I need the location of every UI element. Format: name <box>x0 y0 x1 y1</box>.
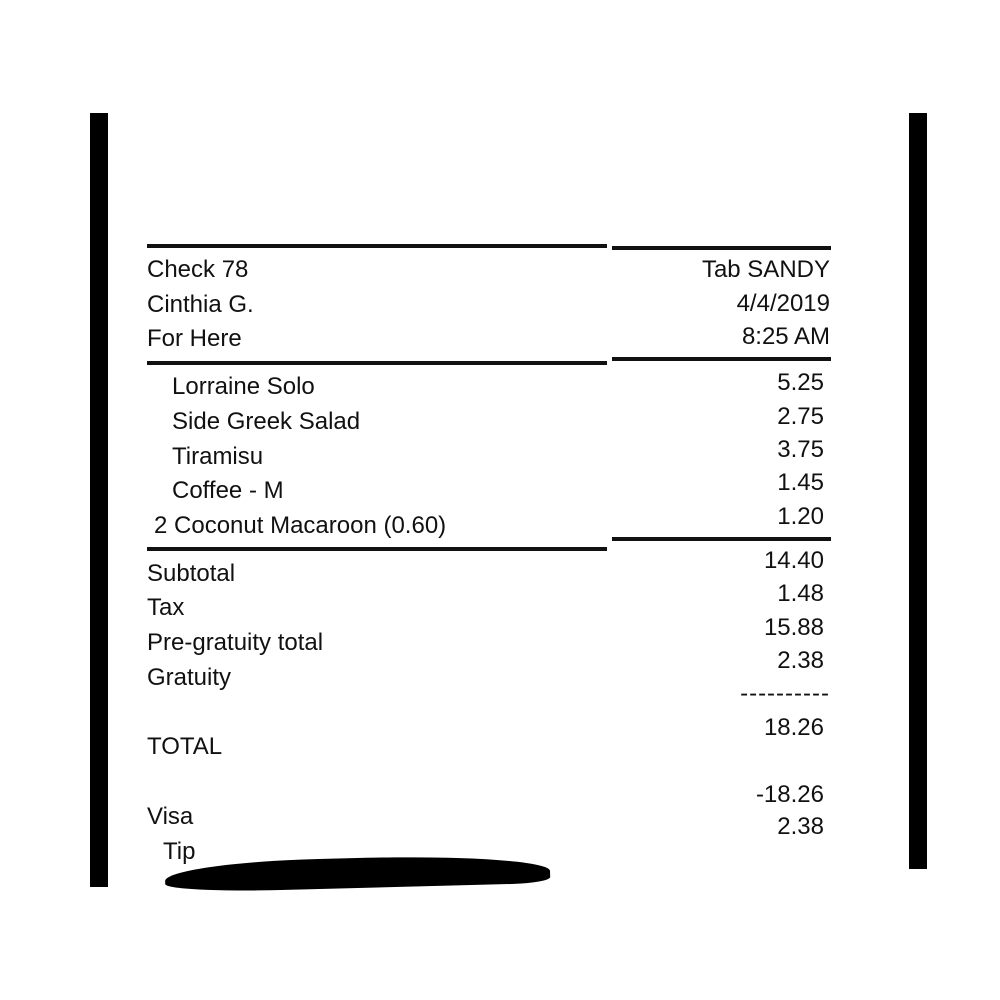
item-name: Lorraine Solo <box>172 373 315 400</box>
item-price: 5.25 <box>777 369 824 396</box>
subtotal-value: 14.40 <box>763 547 824 574</box>
item-name: Side Greek Salad <box>172 408 361 435</box>
divider-header-left <box>147 361 607 365</box>
payment-method-amount: -18.26 <box>755 781 824 808</box>
total-separator: ---------- <box>740 680 830 707</box>
item-price: 1.20 <box>777 503 824 530</box>
gratuity-value: 2.38 <box>777 647 824 674</box>
item-price: 3.75 <box>777 436 824 463</box>
tab-name: Tab SANDY <box>701 256 830 283</box>
divider-items-left <box>147 547 607 551</box>
payment-method-label: Visa <box>147 803 194 830</box>
divider-top-right <box>612 246 831 250</box>
divider-items-right <box>612 537 831 541</box>
subtotal-label: Subtotal <box>147 560 236 587</box>
check-number: Check 78 <box>147 256 249 283</box>
server-name: Cinthia G. <box>147 291 254 318</box>
receipt-left-border <box>90 113 108 887</box>
pregratuity-label: Pre-gratuity total <box>147 629 324 656</box>
divider-header-right <box>612 357 831 361</box>
tip-amount: 2.38 <box>777 813 824 840</box>
divider-top-left <box>147 244 607 248</box>
item-name: Coffee - M <box>172 477 284 504</box>
tip-label: Tip <box>163 838 196 865</box>
total-label: TOTAL <box>147 733 223 760</box>
pregratuity-value: 15.88 <box>763 614 824 641</box>
tax-label: Tax <box>147 594 185 621</box>
item-price: 2.75 <box>777 403 824 430</box>
tax-value: 1.48 <box>777 580 824 607</box>
item-name: 2 Coconut Macaroon (0.60) <box>154 512 447 539</box>
total-value: 18.26 <box>763 714 824 741</box>
check-date: 4/4/2019 <box>736 290 830 317</box>
receipt-right-border <box>909 113 927 869</box>
redaction-mark <box>165 853 551 893</box>
check-time: 8:25 AM <box>741 323 830 350</box>
item-price: 1.45 <box>777 469 824 496</box>
service-type: For Here <box>147 325 242 352</box>
gratuity-label: Gratuity <box>147 664 232 691</box>
item-name: Tiramisu <box>172 443 264 470</box>
